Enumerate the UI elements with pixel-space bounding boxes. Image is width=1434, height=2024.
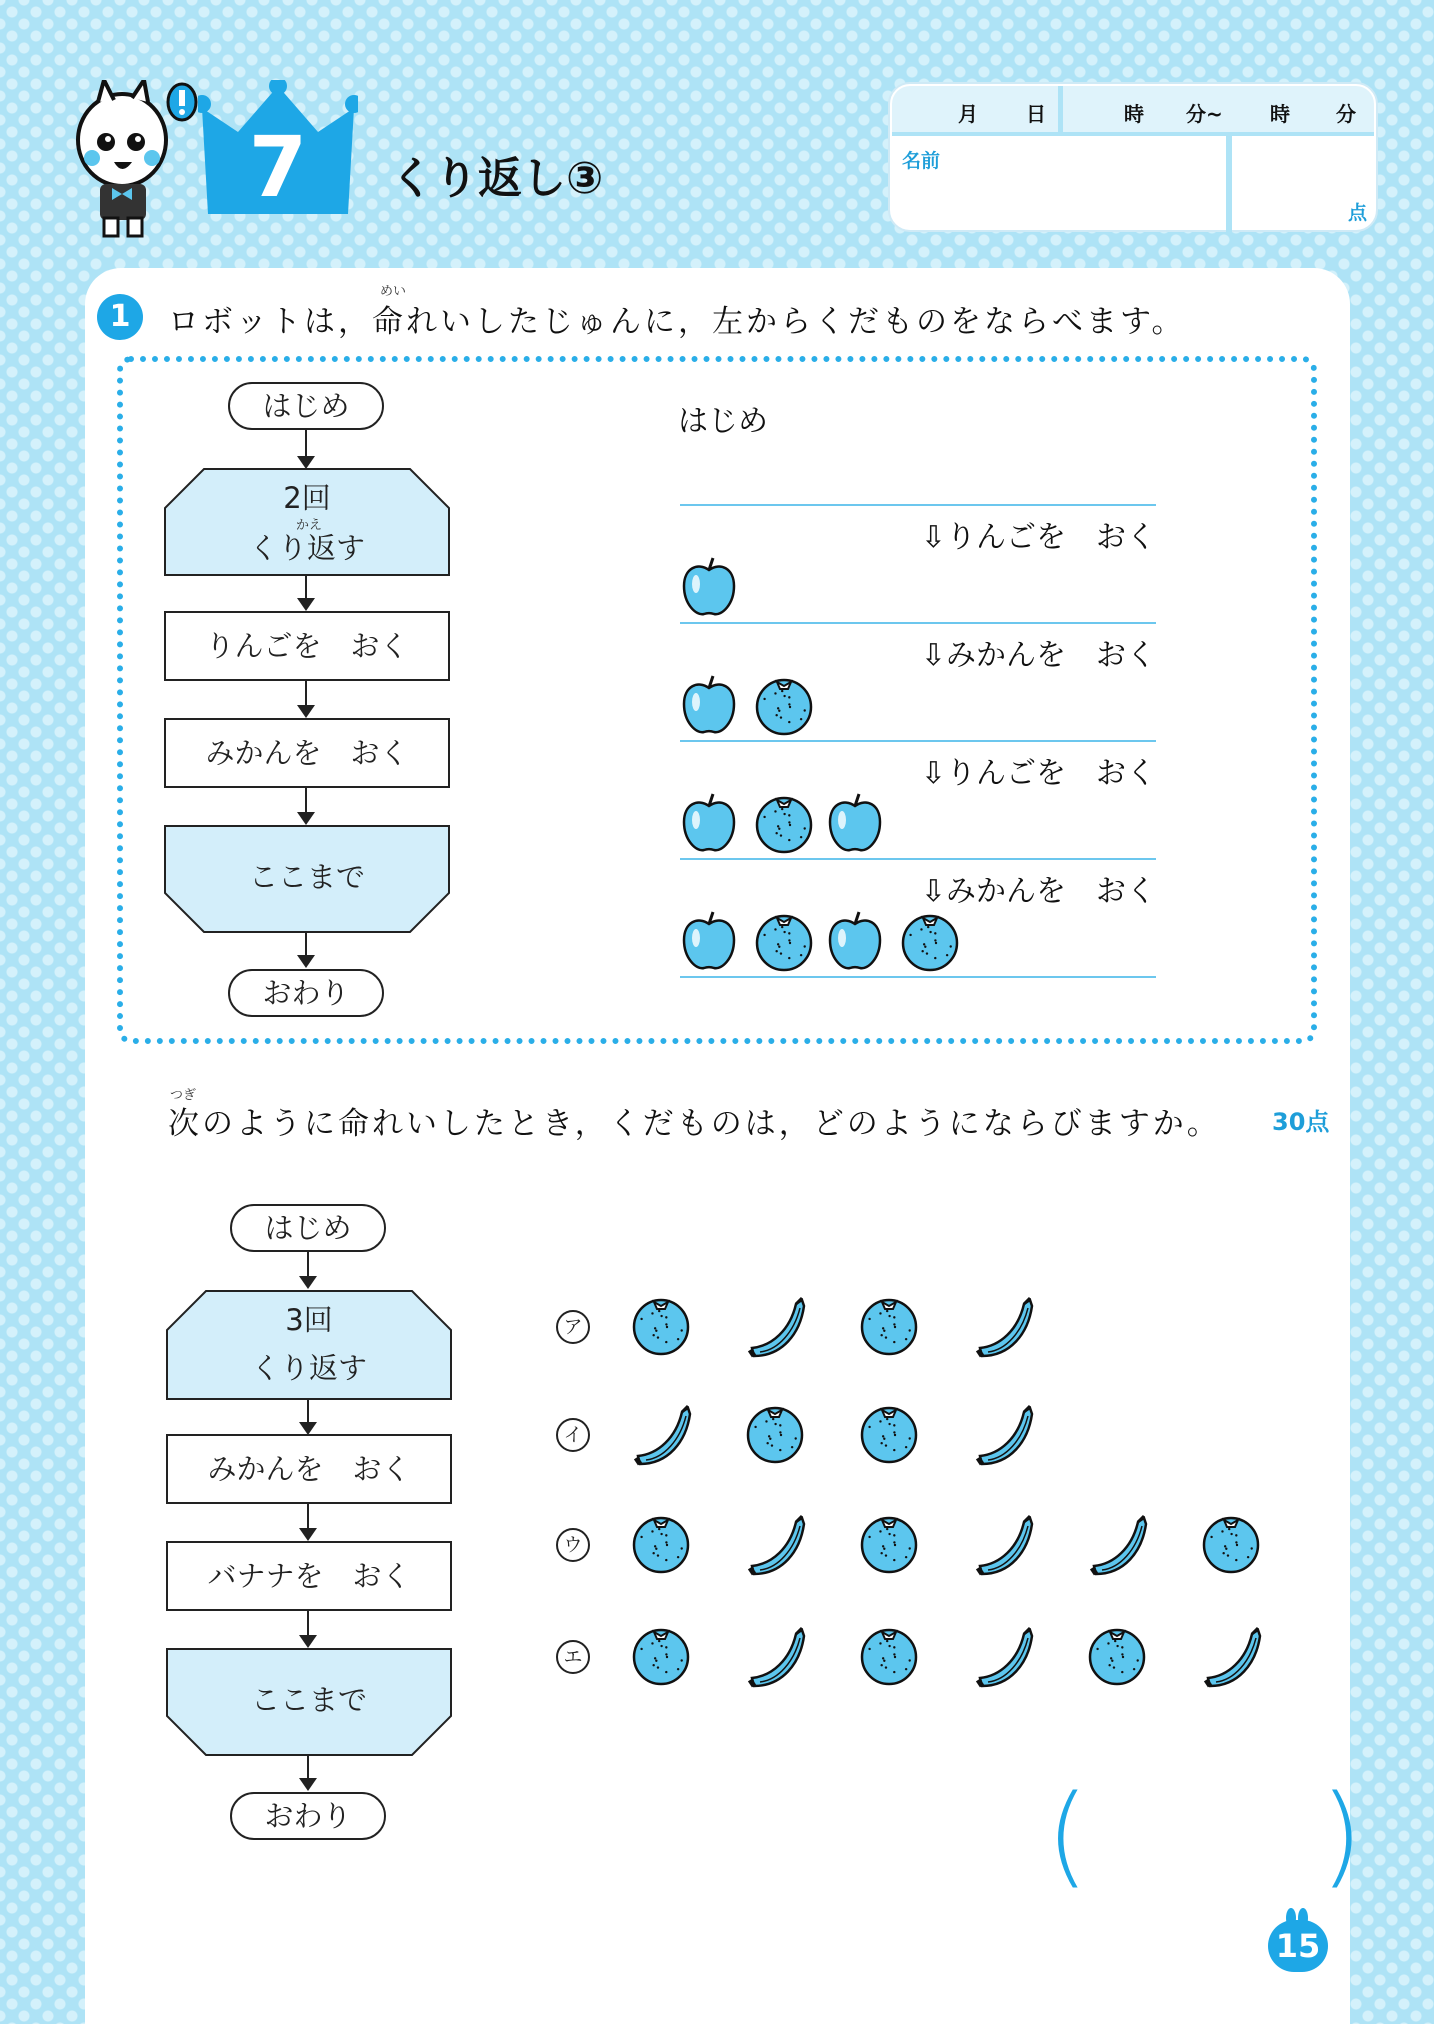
ruby-kae: かえ: [296, 518, 323, 533]
orange-icon: [630, 1294, 694, 1360]
banana-icon: [744, 1624, 808, 1694]
divider: [1226, 132, 1232, 232]
name-label: 名前: [902, 150, 941, 172]
down-arrow-icon: ⇩: [920, 874, 946, 909]
banana-icon: [744, 1294, 808, 1364]
arrow-icon: [297, 955, 315, 968]
arrow-icon: [299, 1528, 317, 1541]
loop-repeat: くり返す: [250, 1351, 367, 1385]
unit-number: 7: [248, 118, 308, 216]
orange-icon: [1200, 1512, 1264, 1578]
flow-line: [307, 1611, 309, 1635]
arrow-icon: [299, 1276, 317, 1289]
answer-paren-close: ): [1320, 1771, 1363, 1899]
flow-line: [307, 1400, 309, 1422]
page-number: 15: [1268, 1920, 1328, 1972]
rule-line: [680, 622, 1156, 624]
month-label: 月: [958, 102, 978, 126]
orange-icon: [858, 1402, 922, 1468]
arrow-icon: [297, 705, 315, 718]
orange-icon: [858, 1512, 922, 1578]
arrow-icon: [299, 1778, 317, 1791]
loop-count: 2回: [283, 481, 331, 515]
flow-step-banana: バナナを おく: [166, 1541, 452, 1611]
orange-icon: [753, 910, 817, 976]
flow-line: [307, 1504, 309, 1528]
apple-icon: [826, 792, 884, 858]
apple-icon: [680, 910, 738, 976]
flow-start: はじめ: [230, 1204, 386, 1252]
rule-line: [680, 858, 1156, 860]
loop-end-label: ここまで: [250, 1683, 367, 1717]
apple-icon: [826, 910, 884, 976]
question-text: 次のように命れいしたとき，くだものは，どのようにならびますか。: [168, 1106, 1221, 1142]
apple-icon: [680, 674, 738, 740]
option-label-2[interactable]: イ: [556, 1418, 590, 1452]
banana-icon: [972, 1402, 1036, 1472]
flow-end: おわり: [230, 1792, 386, 1840]
result-step-label: ⇩りんごを おく: [920, 520, 1156, 555]
option-label-1[interactable]: ア: [556, 1310, 590, 1344]
minute-label-2: 分: [1336, 102, 1356, 126]
result-step-label: ⇩りんごを おく: [920, 756, 1156, 791]
ruby-tsugi: つぎ: [170, 1088, 197, 1103]
flow-line: [305, 788, 307, 812]
score-label: 点: [1348, 202, 1368, 224]
flow-line: [305, 430, 307, 456]
loop-repeat: くり返す: [248, 531, 365, 565]
answer-area[interactable]: [1080, 1800, 1310, 1890]
hour-label-2: 時: [1270, 102, 1290, 126]
banana-icon: [1086, 1512, 1150, 1582]
arrow-icon: [299, 1635, 317, 1648]
ruby-mei: めい: [380, 284, 407, 299]
option-label-4[interactable]: エ: [556, 1640, 590, 1674]
flow-line: [307, 1756, 309, 1780]
orange-icon: [1086, 1624, 1150, 1690]
day-label: 日: [1026, 102, 1046, 126]
banana-icon: [972, 1294, 1036, 1364]
apple-icon: [680, 556, 738, 622]
flow-step-apple: りんごを おく: [164, 611, 450, 681]
flow-line: [305, 681, 307, 705]
flow-step-orange: みかんを おく: [166, 1434, 452, 1504]
loop-end-label: ここまで: [248, 860, 365, 894]
question-number: 1: [97, 294, 143, 340]
mascot-illustration: [70, 80, 205, 240]
orange-icon: [630, 1624, 694, 1690]
down-arrow-icon: ⇩: [920, 756, 946, 791]
orange-icon: [744, 1402, 808, 1468]
banana-icon: [1200, 1624, 1264, 1694]
banana-icon: [630, 1402, 694, 1472]
result-step-label: ⇩みかんを おく: [920, 638, 1156, 673]
rule-line: [680, 740, 1156, 742]
divider: [1058, 86, 1063, 132]
result-step-label: ⇩みかんを おく: [920, 874, 1156, 909]
arrow-icon: [297, 812, 315, 825]
orange-icon: [858, 1294, 922, 1360]
loop-count: 3回: [285, 1303, 333, 1337]
rule-line: [680, 504, 1156, 506]
flow-line: [305, 576, 307, 598]
apple-icon: [680, 792, 738, 858]
orange-icon: [630, 1512, 694, 1578]
divider: [892, 132, 1374, 136]
result-start: はじめ: [678, 404, 768, 439]
orange-icon: [858, 1624, 922, 1690]
banana-icon: [744, 1512, 808, 1582]
orange-icon: [899, 910, 963, 976]
hour-label: 時: [1124, 102, 1144, 126]
down-arrow-icon: ⇩: [920, 520, 946, 555]
orange-icon: [753, 674, 817, 740]
option-label-3[interactable]: ウ: [556, 1528, 590, 1562]
orange-icon: [753, 792, 817, 858]
arrow-icon: [297, 598, 315, 611]
banana-icon: [972, 1512, 1036, 1582]
page-title: くり返し③: [390, 153, 604, 204]
minute-label: 分~: [1186, 102, 1223, 126]
flow-step-orange: みかんを おく: [164, 718, 450, 788]
question-instruction: ロボットは，命れいしたじゅんに，左からくだものをならべます。: [168, 304, 1186, 340]
answer-paren-open: (: [1046, 1771, 1089, 1899]
flow-end: おわり: [228, 969, 384, 1017]
banana-icon: [972, 1624, 1036, 1694]
question-points: 30点: [1272, 1108, 1330, 1136]
rule-line: [680, 976, 1156, 978]
flow-start: はじめ: [228, 382, 384, 430]
flow-line: [305, 933, 307, 957]
flow-line: [307, 1252, 309, 1276]
down-arrow-icon: ⇩: [920, 638, 946, 673]
